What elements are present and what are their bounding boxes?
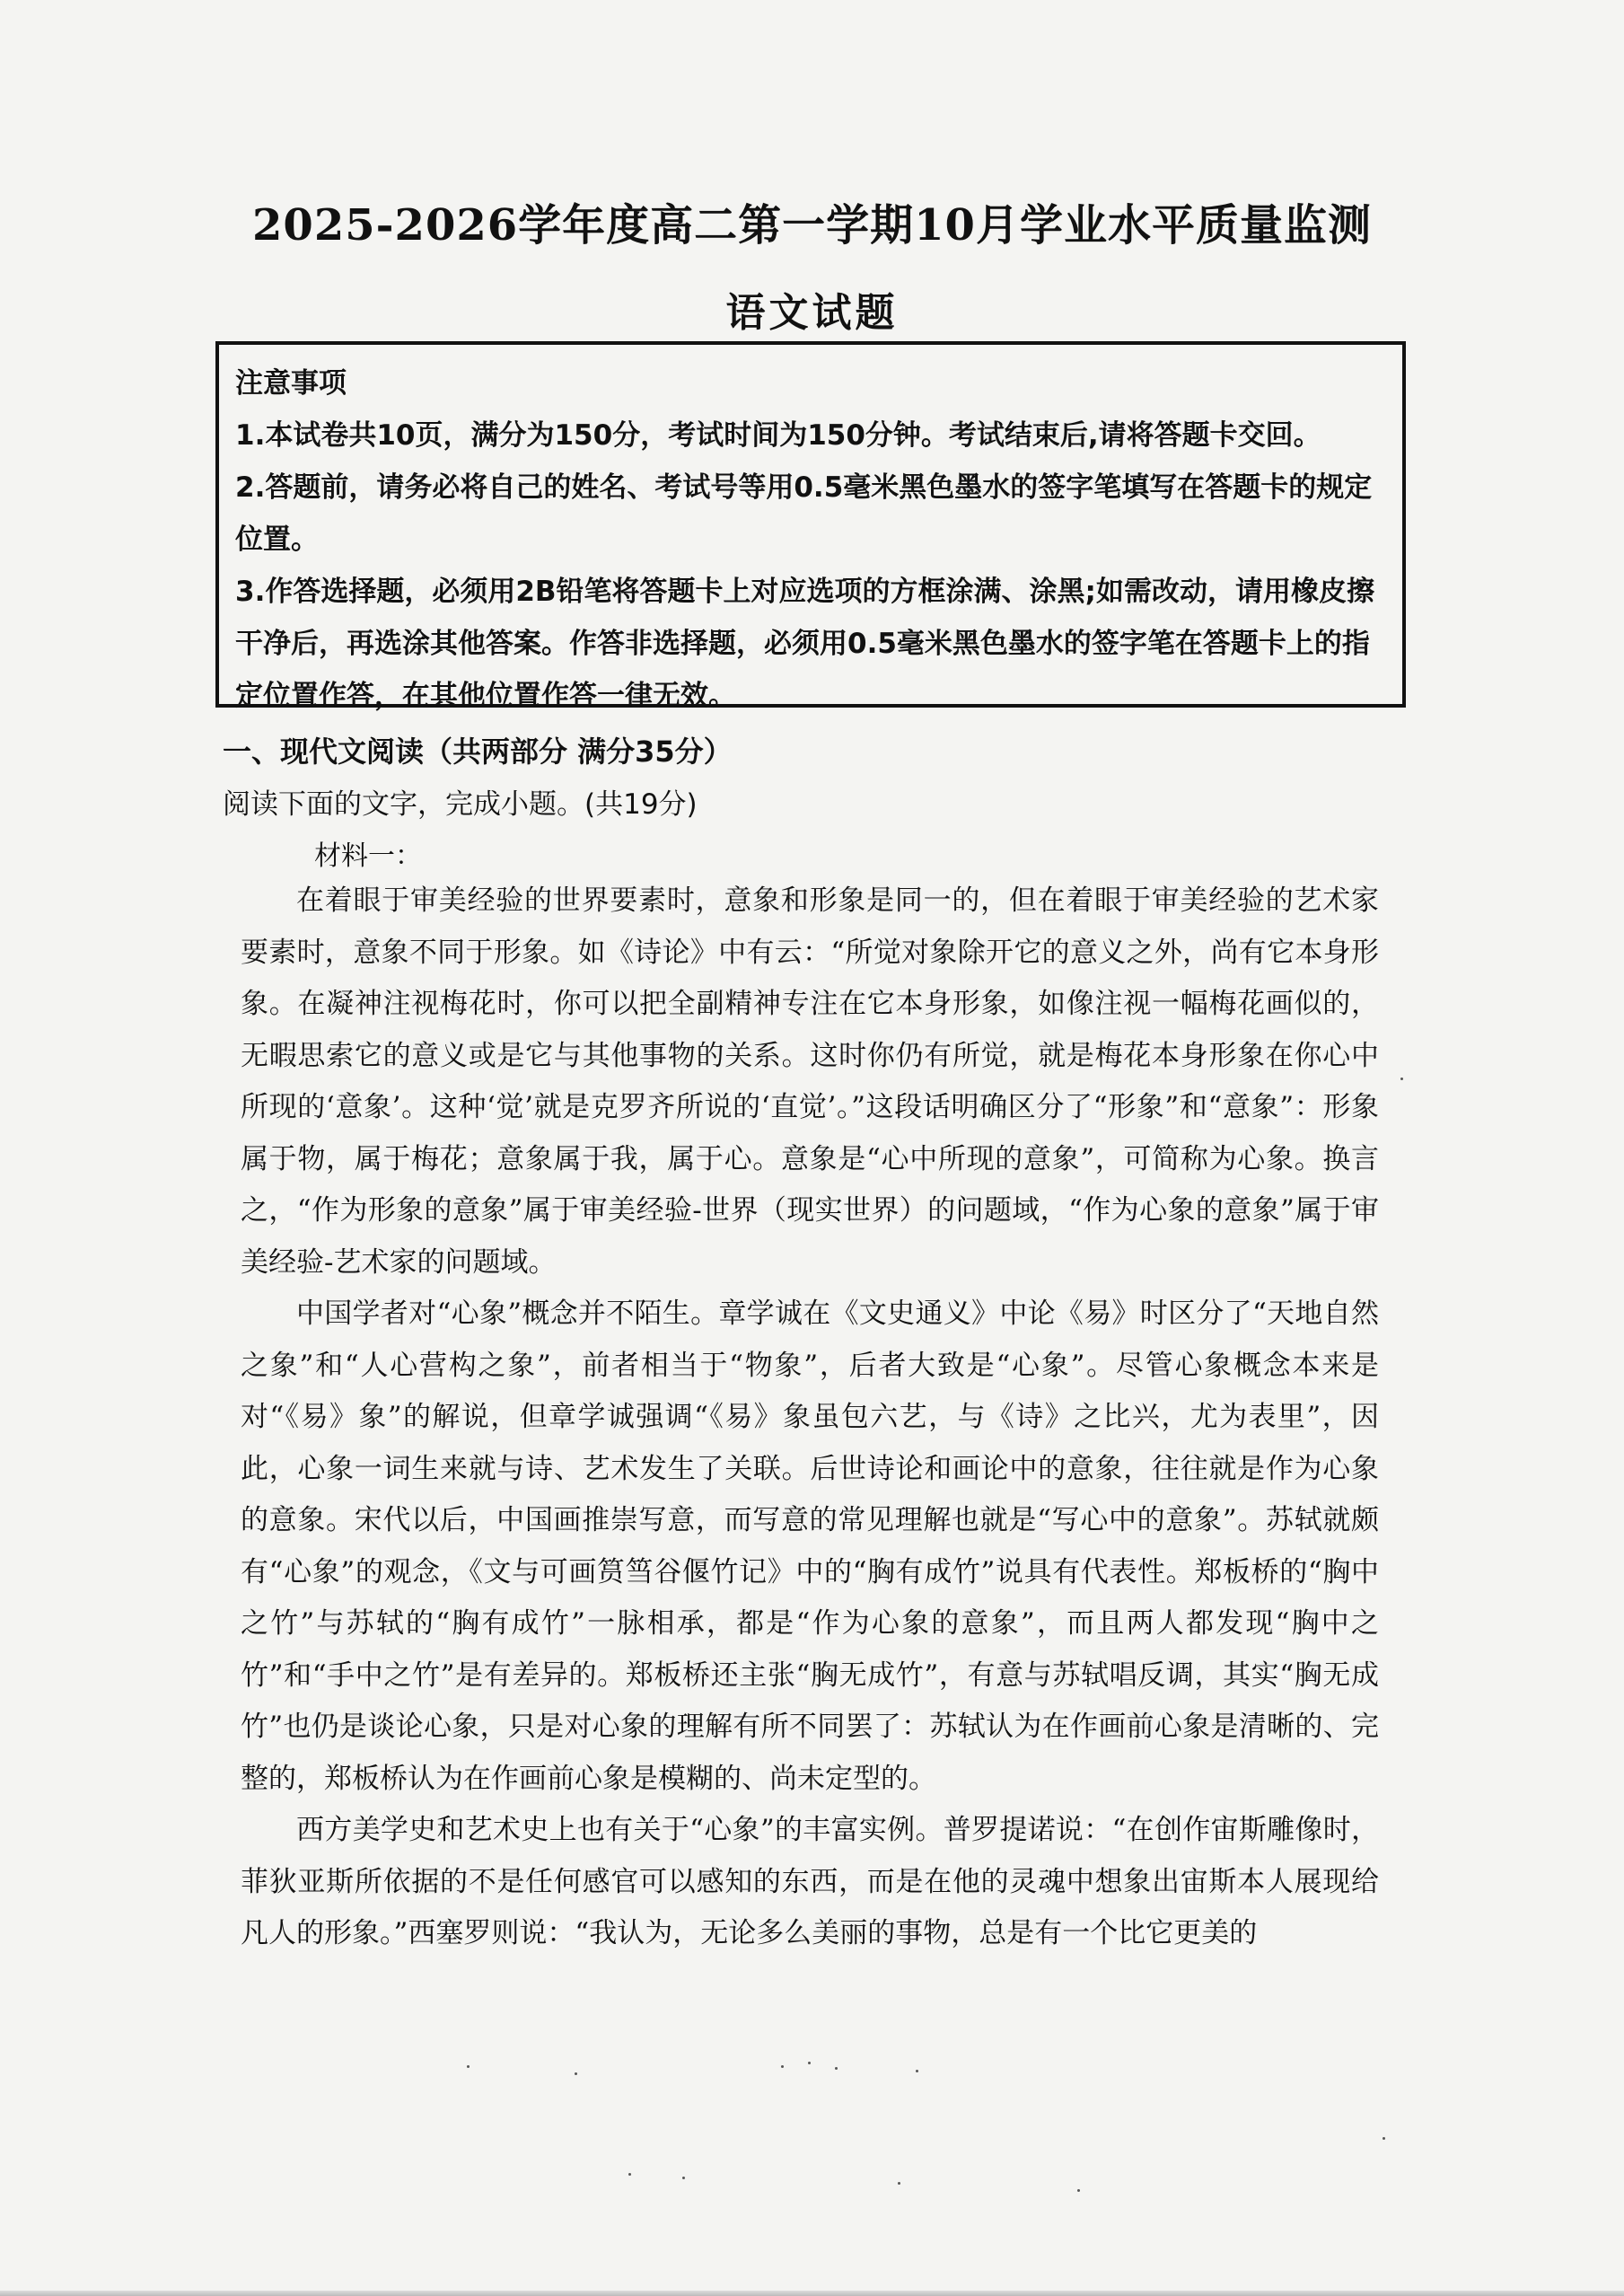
section-instruction: 阅读下面的文字，完成小题。(共19分) xyxy=(223,788,698,821)
notice-box xyxy=(215,341,1406,712)
material-label: 材料一： xyxy=(314,840,422,872)
passage-paragraph-3: 西方美学史和艺术史上也有关于“心象”的丰富实例。普罗提诺说：“在创作宙斯雕像时，菲狄亚斯所依据的不是任何感官可以感知的东西，而是在他的灵魂中想象出宙斯本人展现给凡人的形象。”西塞罗则说：“我认为，无论多么美丽的事物，总是有一个比它更美的 xyxy=(241,1814,1379,1949)
passage-paragraph-1: 在着眼于审美经验的世界要素时，意象和形象是同一的，但在着眼于审美经验的艺术家要素时，意象不同于形象。如《诗论》中有云：“所觉对象除开它的意义之外，尚有它本身形象。在凝神注视梅花时，你可以把全副精神专注在它本身形象，如像注视一幅梅花画似的，无暇思索它的意义或是它与其他事物的关系。这时你仍有所觉，就是梅花本身形象在你心中所现的‘意象’。这种‘觉’就是克罗齐所说的‘直觉’。”这段话明确区分了“形象”和“意象”：形象属于物，属于梅花；意象属于我，属于心。意象是“心中所现的意象”，可简称为心象。换言之，“作为形象的意象”属于审美经验-世界（现实世界）的问题域，“作为心象的意象”属于审美经验-艺术家的问题域。 xyxy=(241,884,1379,1279)
notice-item-3: 3.作答选择题，必须用2B铅笔将答题卡上对应选项的方框涂满、涂黑;如需改动，请用橡皮擦干净后，再选涂其他答案。作答非选择题，必须用0.5毫米黑色墨水的签字笔在答题卡上的指定位置作答，在其他位置作答一律无效。 xyxy=(235,576,1374,712)
reading-passage xyxy=(241,875,1379,1960)
notice-heading: 注意事项 xyxy=(235,367,347,400)
exam-subtitle: 语文试题 xyxy=(725,290,899,336)
notice-item-2: 2.答题前，请务必将自己的姓名、考试号等用0.5毫米黑色墨水的签字笔填写在答题卡的规定位置。 xyxy=(235,471,1373,556)
passage-paragraph-2: 中国学者对“心象”概念并不陌生。章学诚在《文史通义》中论《易》时区分了“天地自然之象”和“人心营构之象”，前者相当于“物象”，后者大致是“心象”。尽管心象概念本来是对“《易》象”的解说，但章学诚强调“《易》象虽包六艺，与《诗》之比兴，尤为表里”，因此，心象一词生来就与诗、艺术发生了关联。后世诗论和画论中的意象，往往就是作为心象的意象。宋代以后，中国画推崇写意，而写意的常见理解也就是“写心中的意象”。苏轼就颇有“心象”的观念，《文与可画筼筜谷偃竹记》中的“胸有成竹”说具有代表性。郑板桥的“胸中之竹”与苏轼的“胸有成竹”一脉相承，都是“作为心象的意象”，而且两人都发现“胸中之竹”和“手中之竹”是有差异的。郑板桥还主张“胸无成竹”，有意与苏轼唱反调，其实“胸无成竹”也仍是谈论心象，只是对心象的理解有所不同罢了：苏轼认为在作画前心象是清晰的、完整的，郑板桥认为在作画前心象是模糊的、尚未定型的。 xyxy=(241,1298,1379,1795)
notice-item-1: 1.本试卷共10页，满分为150分，考试时间为150分钟。考试结束后,请将答题卡交回。 xyxy=(235,419,1321,452)
section-heading: 一、现代文阅读（共两部分 满分35分） xyxy=(223,735,733,769)
scan-edge xyxy=(0,2291,1624,2296)
exam-title: 2025-2026学年度高二第一学期10月学业水平质量监测 xyxy=(252,200,1372,251)
